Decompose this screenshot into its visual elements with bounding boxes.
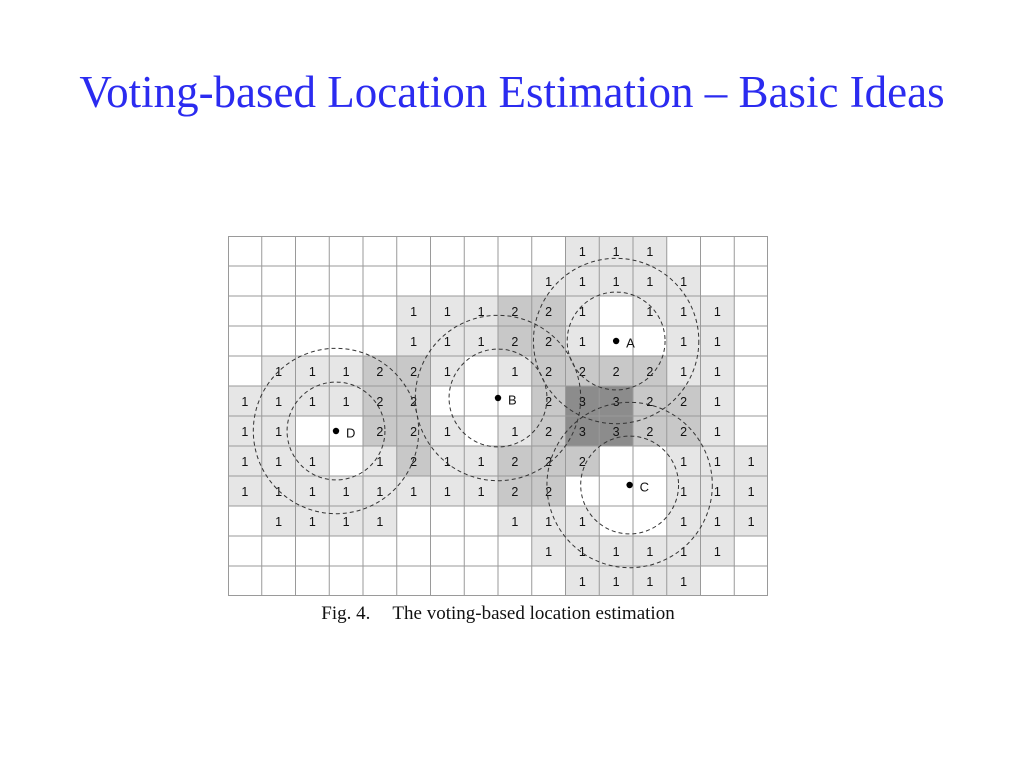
vote-count: 1	[443, 425, 451, 439]
vote-count: 1	[578, 275, 586, 289]
vote-count: 1	[443, 365, 451, 379]
vote-count: 2	[680, 395, 688, 409]
vote-count: 1	[545, 515, 553, 529]
vote-count: 1	[646, 305, 654, 319]
slide-title: Voting-based Location Estimation – Basic Ideas	[79, 67, 945, 117]
vote-count: 1	[680, 455, 688, 469]
vote-count: 1	[376, 485, 384, 499]
vote-count: 2	[545, 365, 553, 379]
vote-count: 2	[511, 305, 519, 319]
vote-count: 1	[241, 425, 249, 439]
vote-count: 1	[308, 485, 316, 499]
vote-count: 1	[477, 455, 485, 469]
vote-count: 1	[680, 305, 688, 319]
anchor-point-label: A	[626, 335, 635, 351]
vote-count: 1	[747, 485, 755, 499]
vote-count: 1	[680, 335, 688, 349]
vote-count: 1	[308, 455, 316, 469]
vote-count: 1	[612, 245, 620, 259]
vote-count: 1	[612, 575, 620, 589]
vote-count: 1	[578, 305, 586, 319]
vote-count: 1	[680, 275, 688, 289]
vote-count: 1	[713, 545, 721, 559]
vote-count: 1	[241, 395, 249, 409]
vote-count: 1	[342, 365, 350, 379]
vote-count: 1	[680, 365, 688, 379]
vote-count: 2	[545, 455, 553, 469]
anchor-point-label: D	[346, 425, 356, 441]
vote-count: 1	[646, 545, 654, 559]
vote-count: 1	[342, 395, 350, 409]
vote-count: 2	[410, 425, 418, 439]
vote-count: 1	[308, 395, 316, 409]
vote-count: 1	[646, 245, 654, 259]
vote-count: 2	[376, 395, 384, 409]
vote-count: 1	[680, 485, 688, 499]
vote-count: 2	[511, 335, 519, 349]
vote-count: 1	[275, 365, 283, 379]
anchor-point	[613, 338, 619, 344]
vote-count: 2	[545, 425, 553, 439]
vote-count: 2	[646, 365, 654, 379]
vote-count: 1	[410, 335, 418, 349]
vote-count: 1	[578, 335, 586, 349]
vote-count: 1	[342, 485, 350, 499]
vote-count: 1	[713, 365, 721, 379]
vote-count: 1	[713, 305, 721, 319]
vote-count: 3	[612, 395, 620, 409]
vote-count: 2	[410, 455, 418, 469]
vote-count: 1	[713, 455, 721, 469]
vote-count: 1	[713, 335, 721, 349]
vote-count: 1	[578, 245, 586, 259]
vote-count: 1	[376, 455, 384, 469]
vote-count: 1	[713, 515, 721, 529]
figure-number: Fig. 4.	[321, 603, 371, 624]
vote-count: 2	[646, 425, 654, 439]
vote-count: 2	[680, 425, 688, 439]
anchor-point	[495, 395, 501, 401]
vote-count: 1	[747, 455, 755, 469]
vote-count: 1	[545, 275, 553, 289]
vote-count: 1	[511, 365, 519, 379]
vote-count: 2	[376, 365, 384, 379]
vote-count: 2	[545, 335, 553, 349]
vote-count: 1	[275, 455, 283, 469]
vote-count: 1	[308, 515, 316, 529]
vote-count: 2	[578, 455, 586, 469]
vote-count: 1	[511, 425, 519, 439]
vote-count: 3	[578, 425, 586, 439]
vote-count: 2	[410, 395, 418, 409]
vote-count: 1	[713, 425, 721, 439]
vote-count: 2	[646, 395, 654, 409]
vote-count: 2	[578, 365, 586, 379]
vote-count: 1	[680, 575, 688, 589]
vote-count: 1	[275, 515, 283, 529]
figure-caption-text: The voting-based location estimation	[392, 603, 675, 624]
vote-count: 1	[275, 425, 283, 439]
vote-count: 1	[545, 545, 553, 559]
vote-count: 1	[376, 515, 384, 529]
anchor-point-label: C	[639, 479, 650, 495]
vote-count: 1	[443, 335, 451, 349]
vote-count: 2	[545, 305, 553, 319]
figure-caption	[228, 603, 768, 625]
anchor-point-label: B	[508, 392, 517, 408]
vote-count: 1	[747, 515, 755, 529]
vote-count: 1	[612, 275, 620, 289]
vote-count: 1	[275, 485, 283, 499]
vote-count: 1	[511, 515, 519, 529]
vote-count: 1	[680, 545, 688, 559]
vote-count: 1	[680, 515, 688, 529]
vote-count: 1	[578, 575, 586, 589]
anchor-point	[333, 428, 339, 434]
vote-count: 2	[545, 485, 553, 499]
vote-count: 2	[545, 395, 553, 409]
vote-count: 1	[646, 575, 654, 589]
vote-count: 1	[477, 485, 485, 499]
vote-count: 2	[511, 455, 519, 469]
vote-count: 1	[241, 455, 249, 469]
vote-count: 1	[410, 485, 418, 499]
vote-count: 1	[443, 455, 451, 469]
vote-count: 2	[511, 485, 519, 499]
voting-grid	[228, 236, 768, 596]
vote-count: 1	[713, 395, 721, 409]
vote-count: 1	[477, 305, 485, 319]
vote-count: 1	[646, 275, 654, 289]
vote-count: 1	[308, 365, 316, 379]
vote-count: 1	[342, 515, 350, 529]
vote-count: 1	[578, 515, 586, 529]
anchor-point	[626, 482, 632, 488]
vote-count: 1	[241, 485, 249, 499]
vote-count: 2	[376, 425, 384, 439]
vote-count: 3	[612, 425, 620, 439]
vote-count: 1	[578, 545, 586, 559]
vote-count: 1	[443, 305, 451, 319]
vote-count: 1	[612, 545, 620, 559]
voting-grid-figure	[228, 236, 768, 596]
vote-count: 1	[410, 305, 418, 319]
vote-count: 1	[477, 335, 485, 349]
vote-count: 1	[443, 485, 451, 499]
vote-count: 2	[410, 365, 418, 379]
vote-count: 1	[275, 395, 283, 409]
vote-count: 3	[578, 395, 586, 409]
vote-count: 2	[612, 365, 620, 379]
vote-count: 1	[713, 485, 721, 499]
